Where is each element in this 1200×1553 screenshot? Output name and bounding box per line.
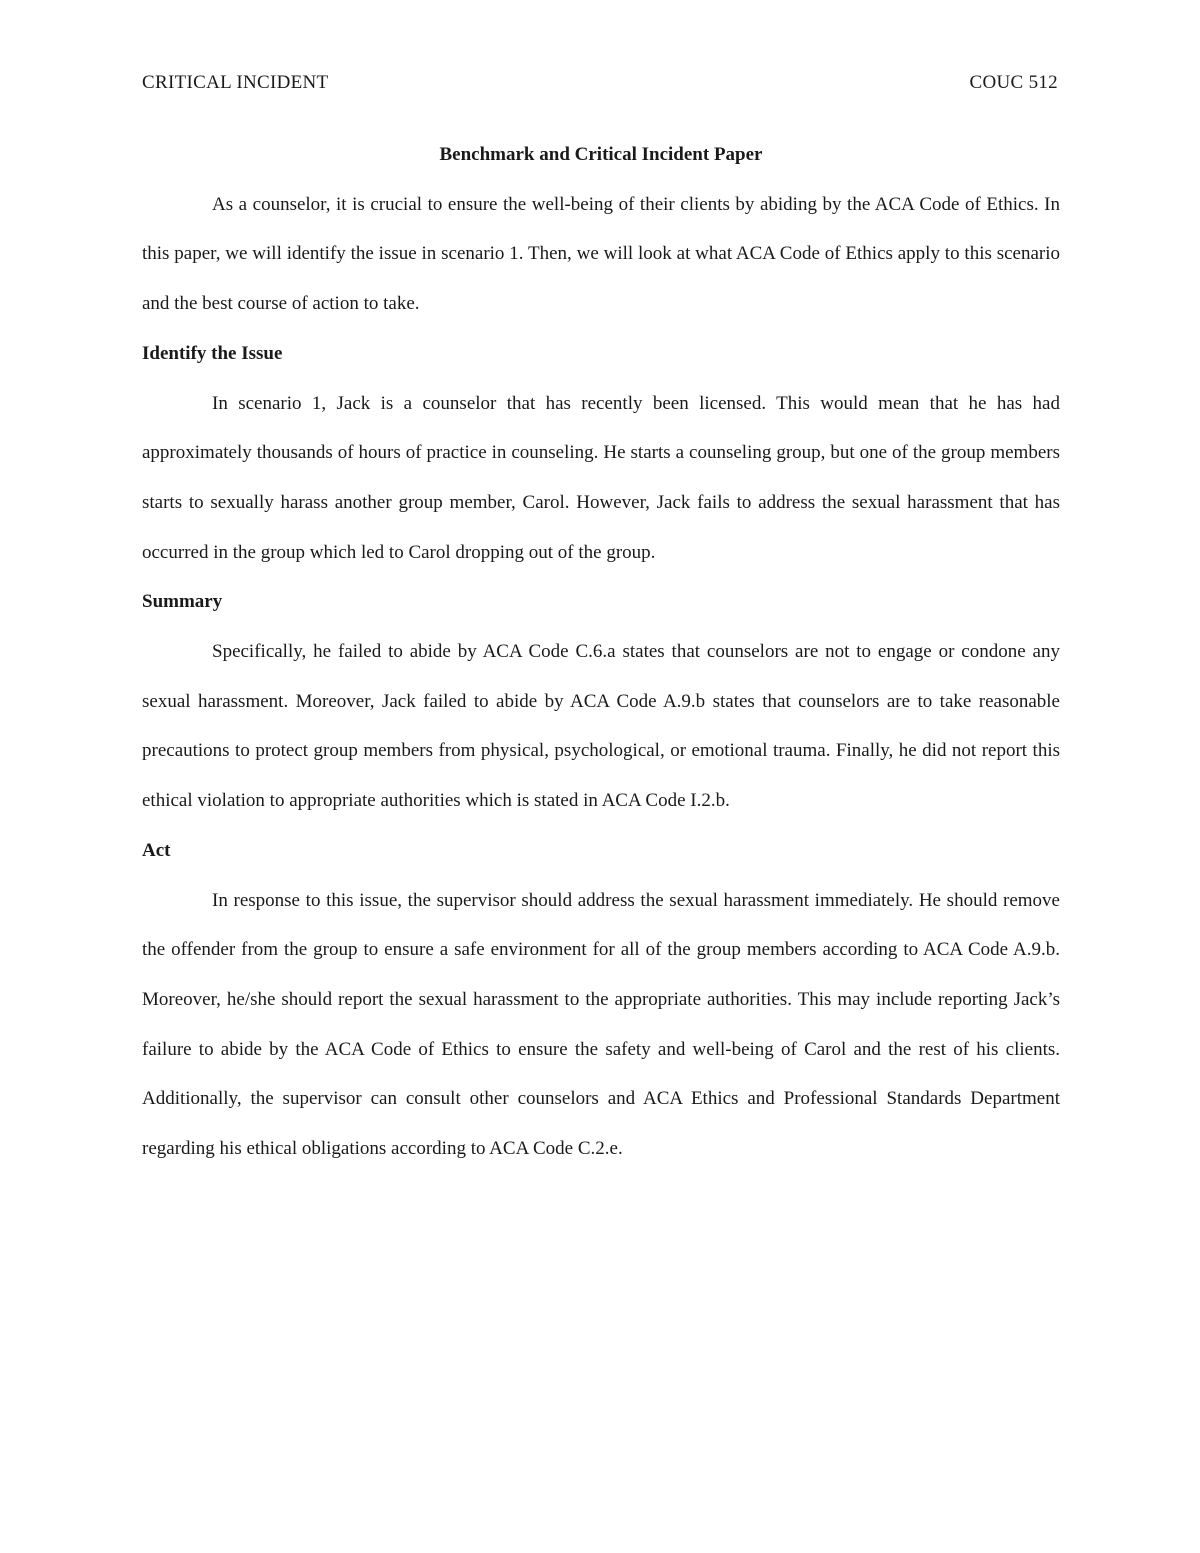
running-head: CRITICAL INCIDENT <box>142 72 329 93</box>
course-code: COUC 512 <box>969 72 1058 93</box>
paper-title: Benchmark and Critical Incident Paper <box>439 144 763 165</box>
section-heading-identify: Identify the Issue <box>142 342 283 364</box>
section-paragraph-act: In response to this issue, the supervisor should address the sexual harassment immediately. He should remove the offender from the group to ensure a safe environment for all of the group members according to ACA Code A.9.b. Moreover, he/she should report the sexual harassment to the appropriate authorities. This may include reporting Jack’s failure to abide by the ACA Code of Ethics to ensure the safety and well-being of Carol and the rest of his clients. Additionally, the supervisor can consult other counselors and ACA Ethics and Professional Standards Department regarding his ethical obligations according to ACA Code C.2.e. <box>142 889 1060 1160</box>
section-heading-summary: Summary <box>142 591 223 613</box>
section-paragraph-identify: In scenario 1, Jack is a counselor that has recently been licensed. This would mean that he has had approximately thousands of hours of practice in counseling. He starts a counseling group, but one of the group members starts to sexually harass another group member, Carol. However, Jack fails to address the sexual harassment that has occurred in the group which led to Carol dropping out of the group. <box>142 392 1060 563</box>
intro-paragraph: As a counselor, it is crucial to ensure the well-being of their clients by abiding by the ACA Code of Ethics. In this paper, we will identify the issue in scenario 1. Then, we will look at what ACA Code of Ethics apply to this scenario and the best course of action to take. <box>142 193 1060 315</box>
section-paragraph-summary: Specifically, he failed to abide by ACA Code C.6.a states that counselors are not to engage or condone any sexual harassment. Moreover, Jack failed to abide by ACA Code A.9.b states that counselors are to take reasonable precautions to protect group members from physical, psychological, or emotional trauma. Finally, he did not report this ethical violation to appropriate authorities which is stated in ACA Code I.2.b. <box>142 641 1060 812</box>
document-body <box>142 130 1060 1174</box>
section-heading-act: Act <box>142 839 171 861</box>
